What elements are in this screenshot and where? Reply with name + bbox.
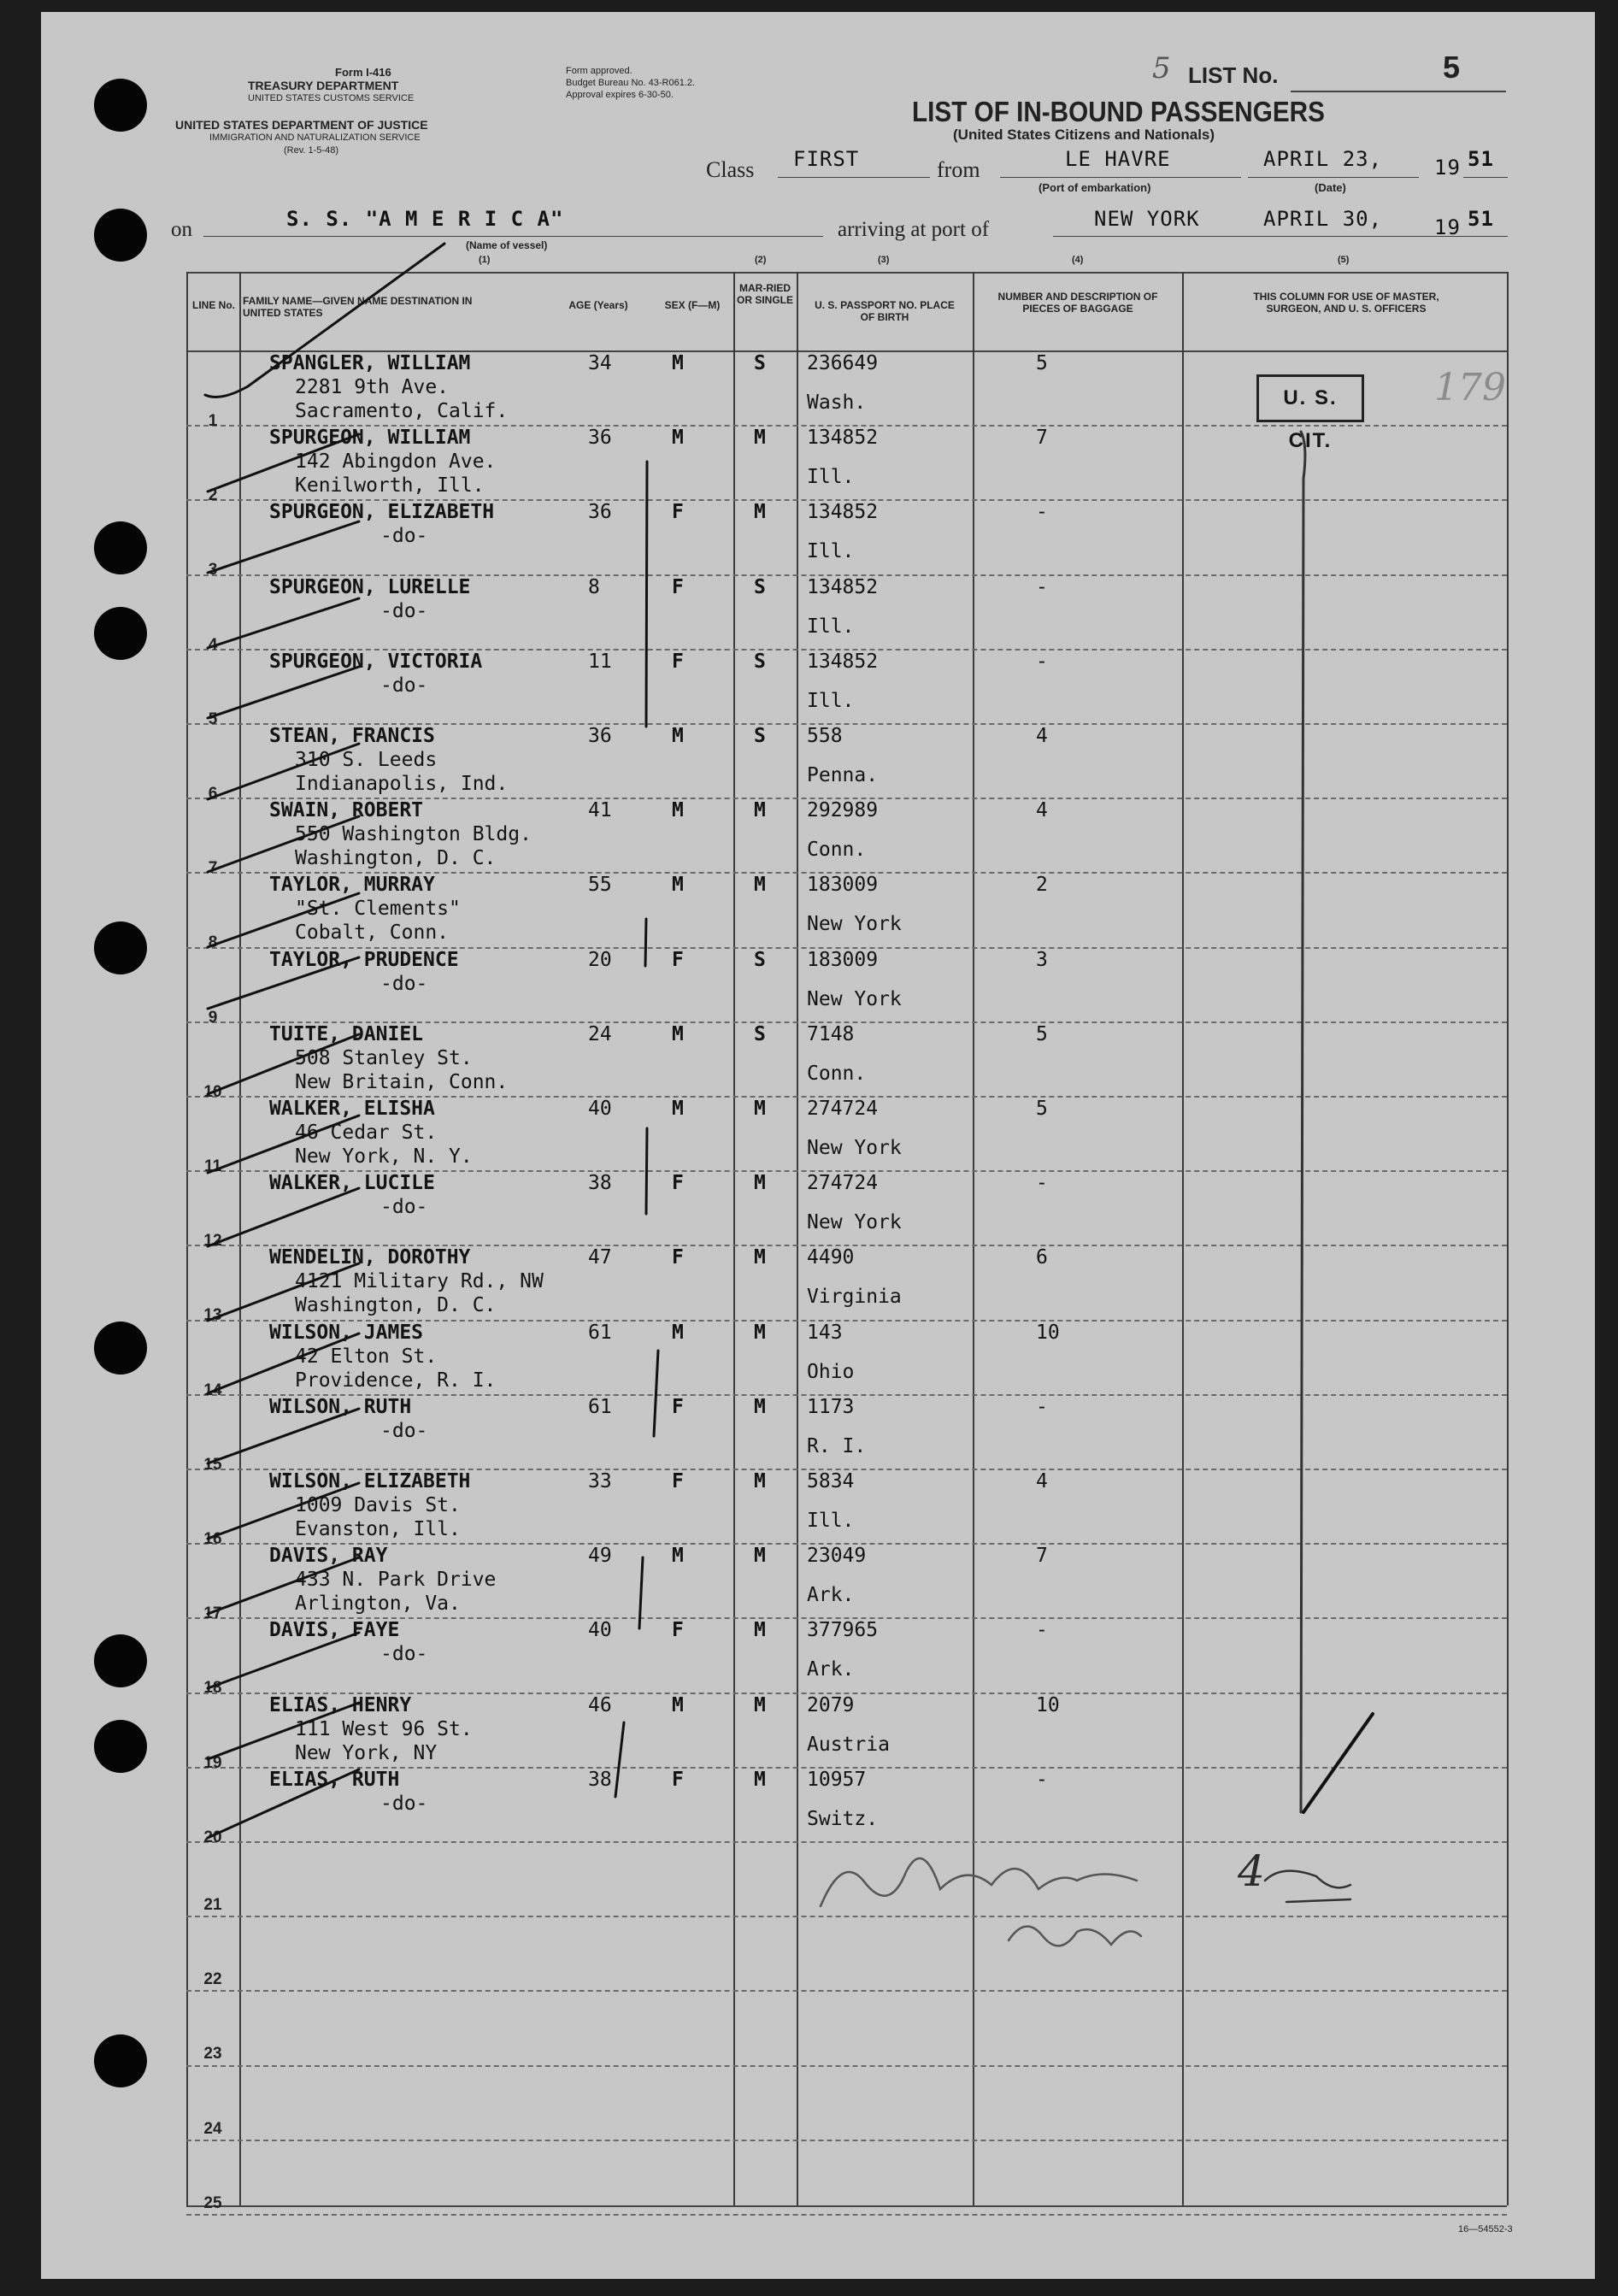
passport-number: 274724 bbox=[807, 1172, 879, 1194]
form-number: Form I-416 bbox=[335, 66, 391, 79]
col-num-1: (1) bbox=[479, 255, 491, 265]
line-number: 6 bbox=[208, 785, 218, 803]
line-number: 10 bbox=[203, 1083, 222, 1101]
line-number: 13 bbox=[203, 1306, 222, 1324]
line-number: 25 bbox=[203, 2194, 222, 2212]
passenger-age: 46 bbox=[588, 1694, 612, 1716]
passenger-age: 36 bbox=[588, 427, 612, 449]
passenger-address-1: 310 S. Leeds bbox=[295, 749, 438, 771]
passenger-sex: M bbox=[672, 1023, 684, 1045]
passport-number: 7148 bbox=[807, 1023, 855, 1045]
baggage-count: 10 bbox=[1036, 1694, 1060, 1716]
passenger-sex: F bbox=[672, 501, 684, 523]
col-head-baggage: NUMBER AND DESCRIPTION OF PIECES OF BAGGAGE bbox=[997, 291, 1158, 315]
passenger-name: TAYLOR, MURRAY bbox=[269, 874, 435, 896]
arrival-rule bbox=[1053, 236, 1508, 237]
place-of-birth: Ill. bbox=[807, 1510, 855, 1532]
marital-status: M bbox=[754, 427, 766, 449]
passenger-sex: F bbox=[672, 1246, 684, 1269]
passport-number: 1173 bbox=[807, 1396, 855, 1418]
passenger-age: 34 bbox=[588, 352, 612, 374]
row-separator bbox=[186, 1916, 1507, 1917]
passenger-address-1: 550 Washington Bldg. bbox=[295, 823, 532, 845]
passenger-sex: F bbox=[672, 1769, 684, 1791]
binder-hole bbox=[94, 921, 147, 974]
page-subtitle: (United States Citizens and Nationals) bbox=[953, 127, 1215, 143]
passenger-sex: F bbox=[672, 651, 684, 673]
class-value: FIRST bbox=[793, 147, 860, 171]
passenger-name: DAVIS, FAYE bbox=[269, 1619, 400, 1641]
vessel-name: S. S. "A M E R I C A" bbox=[286, 207, 564, 231]
passenger-address-2: Evanston, Ill. bbox=[295, 1518, 461, 1540]
passenger-age: 24 bbox=[588, 1023, 612, 1045]
passenger-address-1: 1009 Davis St. bbox=[295, 1494, 461, 1516]
passport-number: 23049 bbox=[807, 1545, 867, 1567]
passenger-address-2: Washington, D. C. bbox=[295, 1294, 497, 1316]
passenger-age: 40 bbox=[588, 1098, 612, 1120]
table-top-rule bbox=[186, 272, 1507, 274]
marital-status: S bbox=[754, 651, 766, 673]
line-number: 2 bbox=[208, 486, 218, 504]
approval-line-3: Approval expires 6-30-50. bbox=[566, 90, 674, 100]
line-number: 20 bbox=[203, 1828, 222, 1846]
marital-status: M bbox=[754, 1619, 766, 1641]
place-of-birth: Austria bbox=[807, 1734, 890, 1756]
line-number: 12 bbox=[203, 1232, 222, 1250]
passport-number: 558 bbox=[807, 725, 843, 747]
baggage-count: 5 bbox=[1036, 352, 1048, 374]
place-of-birth: Ill. bbox=[807, 540, 855, 562]
line-number: 8 bbox=[208, 933, 218, 951]
passenger-age: 8 bbox=[588, 576, 600, 598]
line-number: 5 bbox=[208, 710, 218, 728]
baggage-count: - bbox=[1036, 501, 1048, 523]
from-label: from bbox=[937, 157, 980, 182]
passenger-name: STEAN, FRANCIS bbox=[269, 725, 435, 747]
passport-number: 274724 bbox=[807, 1098, 879, 1120]
passenger-name: SPURGEON, WILLIAM bbox=[269, 427, 471, 449]
passenger-sex: F bbox=[672, 949, 684, 971]
marital-status: M bbox=[754, 799, 766, 821]
passenger-name: WILSON, JAMES bbox=[269, 1322, 424, 1344]
col-head-age: AGE (Years) bbox=[568, 299, 628, 311]
baggage-count: - bbox=[1036, 576, 1048, 598]
line-number: 24 bbox=[203, 2120, 222, 2138]
place-of-birth: Ill. bbox=[807, 615, 855, 638]
approval-line-2: Budget Bureau No. 43-R061.2. bbox=[566, 78, 696, 88]
line-number: 14 bbox=[203, 1381, 222, 1399]
marital-status: S bbox=[754, 576, 766, 598]
baggage-count: 5 bbox=[1036, 1023, 1048, 1045]
passenger-address-1: -do- bbox=[380, 1643, 428, 1665]
baggage-count: 3 bbox=[1036, 949, 1048, 971]
row-separator bbox=[186, 1990, 1507, 1992]
passport-number: 4490 bbox=[807, 1246, 855, 1269]
baggage-count: 4 bbox=[1036, 1470, 1048, 1492]
col-head-name: FAMILY NAME—GIVEN NAME DESTINATION IN UNITED STATES bbox=[243, 295, 473, 319]
passenger-age: 36 bbox=[588, 501, 612, 523]
passport-number: 134852 bbox=[807, 651, 879, 673]
baggage-count: - bbox=[1036, 1619, 1048, 1641]
passport-number: 134852 bbox=[807, 576, 879, 598]
passenger-address-1: 142 Abingdon Ave. bbox=[295, 450, 497, 473]
baggage-count: 4 bbox=[1036, 725, 1048, 747]
passenger-age: 49 bbox=[588, 1545, 612, 1567]
col-head-sex: SEX (F—M) bbox=[664, 299, 721, 311]
row-separator bbox=[186, 1841, 1507, 1843]
baggage-count: - bbox=[1036, 1396, 1048, 1418]
passenger-sex: F bbox=[672, 1396, 684, 1418]
passenger-address-1: 2281 9th Ave. bbox=[295, 376, 450, 398]
passenger-sex: M bbox=[672, 725, 684, 747]
line-number: 3 bbox=[208, 561, 218, 579]
list-number: 5 bbox=[1443, 50, 1461, 85]
passenger-name: SPURGEON, VICTORIA bbox=[269, 651, 483, 673]
passenger-name: WALKER, LUCILE bbox=[269, 1172, 435, 1194]
arrival-port: NEW YORK bbox=[1094, 207, 1200, 231]
place-of-birth: Virginia bbox=[807, 1286, 902, 1308]
passenger-address-1: -do- bbox=[380, 1793, 428, 1815]
line-number: 11 bbox=[203, 1157, 222, 1175]
line-number: 15 bbox=[203, 1456, 222, 1474]
passenger-age: 61 bbox=[588, 1396, 612, 1418]
binder-hole bbox=[94, 2034, 147, 2087]
marital-status: S bbox=[754, 352, 766, 374]
passenger-address-1: -do- bbox=[380, 674, 428, 697]
passenger-address-2: New York, N. Y. bbox=[295, 1145, 473, 1168]
baggage-count: 7 bbox=[1036, 427, 1048, 449]
passenger-address-1: -do- bbox=[380, 600, 428, 622]
passenger-address-2: Sacramento, Calif. bbox=[295, 400, 509, 422]
baggage-count: - bbox=[1036, 1769, 1048, 1791]
passenger-address-2: Indianapolis, Ind. bbox=[295, 773, 509, 795]
place-of-birth: Ark. bbox=[807, 1658, 855, 1681]
place-of-birth: Ark. bbox=[807, 1584, 855, 1606]
passenger-sex: M bbox=[672, 1098, 684, 1120]
class-label: Class bbox=[706, 157, 755, 182]
passenger-name: SPURGEON, LURELLE bbox=[269, 576, 471, 598]
passenger-age: 38 bbox=[588, 1172, 612, 1194]
passenger-address-2: New York, NY bbox=[295, 1742, 438, 1764]
marital-status: S bbox=[754, 725, 766, 747]
arrival-year: 51 bbox=[1468, 207, 1494, 231]
passenger-sex: M bbox=[672, 1694, 684, 1716]
place-of-birth: Ill. bbox=[807, 466, 855, 488]
on-label: on bbox=[171, 218, 192, 241]
binder-hole bbox=[94, 521, 147, 574]
vessel-caption: (Name of vessel) bbox=[466, 239, 548, 251]
baggage-count: - bbox=[1036, 1172, 1048, 1194]
baggage-count: 2 bbox=[1036, 874, 1048, 896]
passenger-sex: F bbox=[672, 1619, 684, 1641]
footer-code: 16—54552-3 bbox=[1458, 2224, 1513, 2234]
passenger-address-1: -do- bbox=[380, 973, 428, 995]
passenger-address-1: -do- bbox=[380, 1196, 428, 1218]
year-rule bbox=[1463, 177, 1508, 178]
baggage-count: 7 bbox=[1036, 1545, 1048, 1567]
place-of-birth: Wash. bbox=[807, 391, 867, 414]
passenger-sex: F bbox=[672, 576, 684, 598]
passenger-address-1: 4121 Military Rd., NW bbox=[295, 1270, 544, 1292]
col-head-line: LINE No. bbox=[192, 299, 235, 311]
marital-status: M bbox=[754, 1470, 766, 1492]
binder-hole bbox=[94, 209, 147, 262]
passenger-address-1: 46 Cedar St. bbox=[295, 1122, 438, 1144]
year-value: 51 bbox=[1468, 147, 1494, 171]
line-number: 4 bbox=[208, 636, 218, 654]
list-number-rule bbox=[1291, 91, 1506, 92]
marital-status: M bbox=[754, 1322, 766, 1344]
passenger-sex: M bbox=[672, 352, 684, 374]
passenger-address-2: Providence, R. I. bbox=[295, 1369, 497, 1392]
port-caption: (Port of embarkation) bbox=[1038, 181, 1151, 194]
baggage-count: 6 bbox=[1036, 1246, 1048, 1269]
passenger-name: SPURGEON, ELIZABETH bbox=[269, 501, 495, 523]
place-of-birth: Switz. bbox=[807, 1808, 879, 1830]
passport-number: 377965 bbox=[807, 1619, 879, 1641]
marital-status: M bbox=[754, 1769, 766, 1791]
passenger-name: ELIAS, HENRY bbox=[269, 1694, 412, 1716]
col-head-passport: U. S. PASSPORT NO. PLACE OF BIRTH bbox=[815, 299, 955, 323]
line-number: 1 bbox=[208, 412, 218, 430]
passenger-age: 36 bbox=[588, 725, 612, 747]
embarkation-port: LE HAVRE bbox=[1065, 147, 1171, 171]
col-head-married: MAR-RIED OR SINGLE bbox=[737, 282, 794, 306]
passenger-address-1: 42 Elton St. bbox=[295, 1345, 438, 1368]
marital-status: M bbox=[754, 1172, 766, 1194]
passenger-name: SWAIN, ROBERT bbox=[269, 799, 424, 821]
line-number: 18 bbox=[203, 1679, 222, 1697]
passenger-age: 47 bbox=[588, 1246, 612, 1269]
list-number-label: LIST No. bbox=[1188, 62, 1279, 88]
pencil-count: 179 bbox=[1434, 366, 1506, 409]
passport-number: 134852 bbox=[807, 427, 879, 449]
place-of-birth: Ill. bbox=[807, 690, 855, 712]
passenger-sex: M bbox=[672, 427, 684, 449]
passenger-name: WALKER, ELISHA bbox=[269, 1098, 435, 1120]
passenger-name: WILSON, RUTH bbox=[269, 1396, 412, 1418]
place-of-birth: Penna. bbox=[807, 764, 879, 786]
col-num-5: (5) bbox=[1338, 255, 1350, 265]
line-number: 9 bbox=[208, 1009, 218, 1027]
passenger-age: 41 bbox=[588, 799, 612, 821]
passenger-name: WILSON, ELIZABETH bbox=[269, 1470, 471, 1492]
vessel-rule bbox=[203, 236, 823, 237]
passenger-age: 55 bbox=[588, 874, 612, 896]
passenger-name: TAYLOR, PRUDENCE bbox=[269, 949, 459, 971]
revision: (Rev. 1-5-48) bbox=[284, 145, 338, 156]
binder-hole bbox=[94, 1322, 147, 1375]
passenger-address-2: Washington, D. C. bbox=[295, 847, 497, 869]
col-head-officers: THIS COLUMN FOR USE OF MASTER, SURGEON, AND U. S. OFFICERS bbox=[1253, 291, 1439, 315]
marital-status: S bbox=[754, 949, 766, 971]
col-num-4: (4) bbox=[1072, 255, 1084, 265]
passenger-address-2: Kenilworth, Ill. bbox=[295, 474, 485, 497]
col-num-2: (2) bbox=[755, 255, 767, 265]
baggage-count: 4 bbox=[1036, 799, 1048, 821]
passenger-address-1: -do- bbox=[380, 1420, 428, 1442]
passenger-age: 38 bbox=[588, 1769, 612, 1791]
marital-status: M bbox=[754, 1396, 766, 1418]
date-caption: (Date) bbox=[1315, 181, 1346, 194]
passenger-name: DAVIS, RAY bbox=[269, 1545, 388, 1567]
table-right-rule bbox=[1507, 272, 1509, 2205]
ins-service: IMMIGRATION AND NATURALIZATION SERVICE bbox=[209, 132, 421, 143]
place-of-birth: Conn. bbox=[807, 839, 867, 861]
row-separator bbox=[186, 2065, 1507, 2067]
passenger-address-1: -do- bbox=[380, 525, 428, 547]
approval-line-1: Form approved. bbox=[566, 66, 632, 76]
year-prefix: 19 bbox=[1434, 156, 1461, 180]
col-num-3: (3) bbox=[878, 255, 890, 265]
passenger-name: TUITE, DANIEL bbox=[269, 1023, 424, 1045]
place-of-birth: New York bbox=[807, 1211, 902, 1233]
line-number: 23 bbox=[203, 2045, 222, 2063]
place-of-birth: R. I. bbox=[807, 1435, 867, 1457]
list-number-pencil: 5 bbox=[1152, 51, 1171, 85]
line-number: 16 bbox=[203, 1530, 222, 1548]
table-bottom-rule bbox=[186, 2205, 1507, 2207]
line-number: 7 bbox=[208, 859, 218, 877]
line-number: 21 bbox=[203, 1896, 222, 1914]
passport-number: 183009 bbox=[807, 874, 879, 896]
page-title: LIST OF IN-BOUND PASSENGERS bbox=[912, 96, 1325, 127]
treasury-dept: TREASURY DEPARTMENT bbox=[248, 79, 399, 92]
marital-status: M bbox=[754, 1098, 766, 1120]
passenger-name: ELIAS, RUTH bbox=[269, 1769, 400, 1791]
marital-status: S bbox=[754, 1023, 766, 1045]
class-rule bbox=[778, 177, 930, 178]
marital-status: M bbox=[754, 1545, 766, 1567]
baggage-count: - bbox=[1036, 651, 1048, 673]
arrival-year-prefix: 19 bbox=[1434, 215, 1461, 239]
line-number: 19 bbox=[203, 1754, 222, 1772]
justice-dept: UNITED STATES DEPARTMENT OF JUSTICE bbox=[175, 118, 428, 132]
place-of-birth: Ohio bbox=[807, 1361, 855, 1383]
passport-number: 5834 bbox=[807, 1470, 855, 1492]
passenger-age: 33 bbox=[588, 1470, 612, 1492]
arriving-label: arriving at port of bbox=[838, 218, 990, 241]
passport-number: 134852 bbox=[807, 501, 879, 523]
passenger-address-1: "St. Clements" bbox=[295, 898, 461, 920]
row-separator bbox=[186, 2214, 1507, 2216]
binder-hole bbox=[94, 607, 147, 660]
passenger-sex: M bbox=[672, 874, 684, 896]
passenger-address-2: New Britain, Conn. bbox=[295, 1071, 509, 1093]
place-of-birth: New York bbox=[807, 1137, 902, 1159]
baggage-count: 10 bbox=[1036, 1322, 1060, 1344]
passenger-sex: M bbox=[672, 1322, 684, 1344]
arrival-date: APRIL 30, bbox=[1263, 207, 1383, 231]
place-of-birth: Conn. bbox=[807, 1063, 867, 1085]
passport-number: 143 bbox=[807, 1322, 843, 1344]
passenger-sex: F bbox=[672, 1172, 684, 1194]
customs-service: UNITED STATES CUSTOMS SERVICE bbox=[248, 93, 415, 103]
passenger-age: 11 bbox=[588, 651, 612, 673]
passport-number: 183009 bbox=[807, 949, 879, 971]
binder-hole bbox=[94, 79, 147, 132]
passenger-age: 20 bbox=[588, 949, 612, 971]
passenger-address-2: Arlington, Va. bbox=[295, 1592, 461, 1615]
inspector-note: 4 bbox=[1238, 1846, 1265, 1896]
passport-number: 2079 bbox=[807, 1694, 855, 1716]
passport-number: 292989 bbox=[807, 799, 879, 821]
place-of-birth: New York bbox=[807, 988, 902, 1010]
passport-number: 10957 bbox=[807, 1769, 867, 1791]
passenger-address-1: 111 West 96 St. bbox=[295, 1718, 473, 1740]
passenger-sex: M bbox=[672, 1545, 684, 1567]
passenger-name: SPANGLER, WILLIAM bbox=[269, 352, 471, 374]
date-rule bbox=[1248, 177, 1419, 178]
binder-hole bbox=[94, 1720, 147, 1773]
line-number: 17 bbox=[203, 1604, 222, 1622]
passenger-address-1: 508 Stanley St. bbox=[295, 1047, 473, 1069]
passenger-name: WENDELIN, DOROTHY bbox=[269, 1246, 471, 1269]
passenger-age: 40 bbox=[588, 1619, 612, 1641]
marital-status: M bbox=[754, 501, 766, 523]
marital-status: M bbox=[754, 1694, 766, 1716]
passenger-sex: M bbox=[672, 799, 684, 821]
passenger-sex: F bbox=[672, 1470, 684, 1492]
binder-hole bbox=[94, 1634, 147, 1687]
baggage-count: 5 bbox=[1036, 1098, 1048, 1120]
line-number: 22 bbox=[203, 1970, 222, 1988]
marital-status: M bbox=[754, 874, 766, 896]
place-of-birth: New York bbox=[807, 913, 902, 935]
passport-number: 236649 bbox=[807, 352, 879, 374]
port-rule bbox=[1000, 177, 1241, 178]
row-separator bbox=[186, 2140, 1507, 2141]
citizenship-stamp: U. S. CIT. bbox=[1256, 374, 1364, 422]
passenger-address-1: 433 N. Park Drive bbox=[295, 1569, 497, 1591]
passenger-age: 61 bbox=[588, 1322, 612, 1344]
embarkation-date: APRIL 23, bbox=[1263, 147, 1383, 171]
passenger-address-2: Cobalt, Conn. bbox=[295, 921, 450, 944]
marital-status: M bbox=[754, 1246, 766, 1269]
